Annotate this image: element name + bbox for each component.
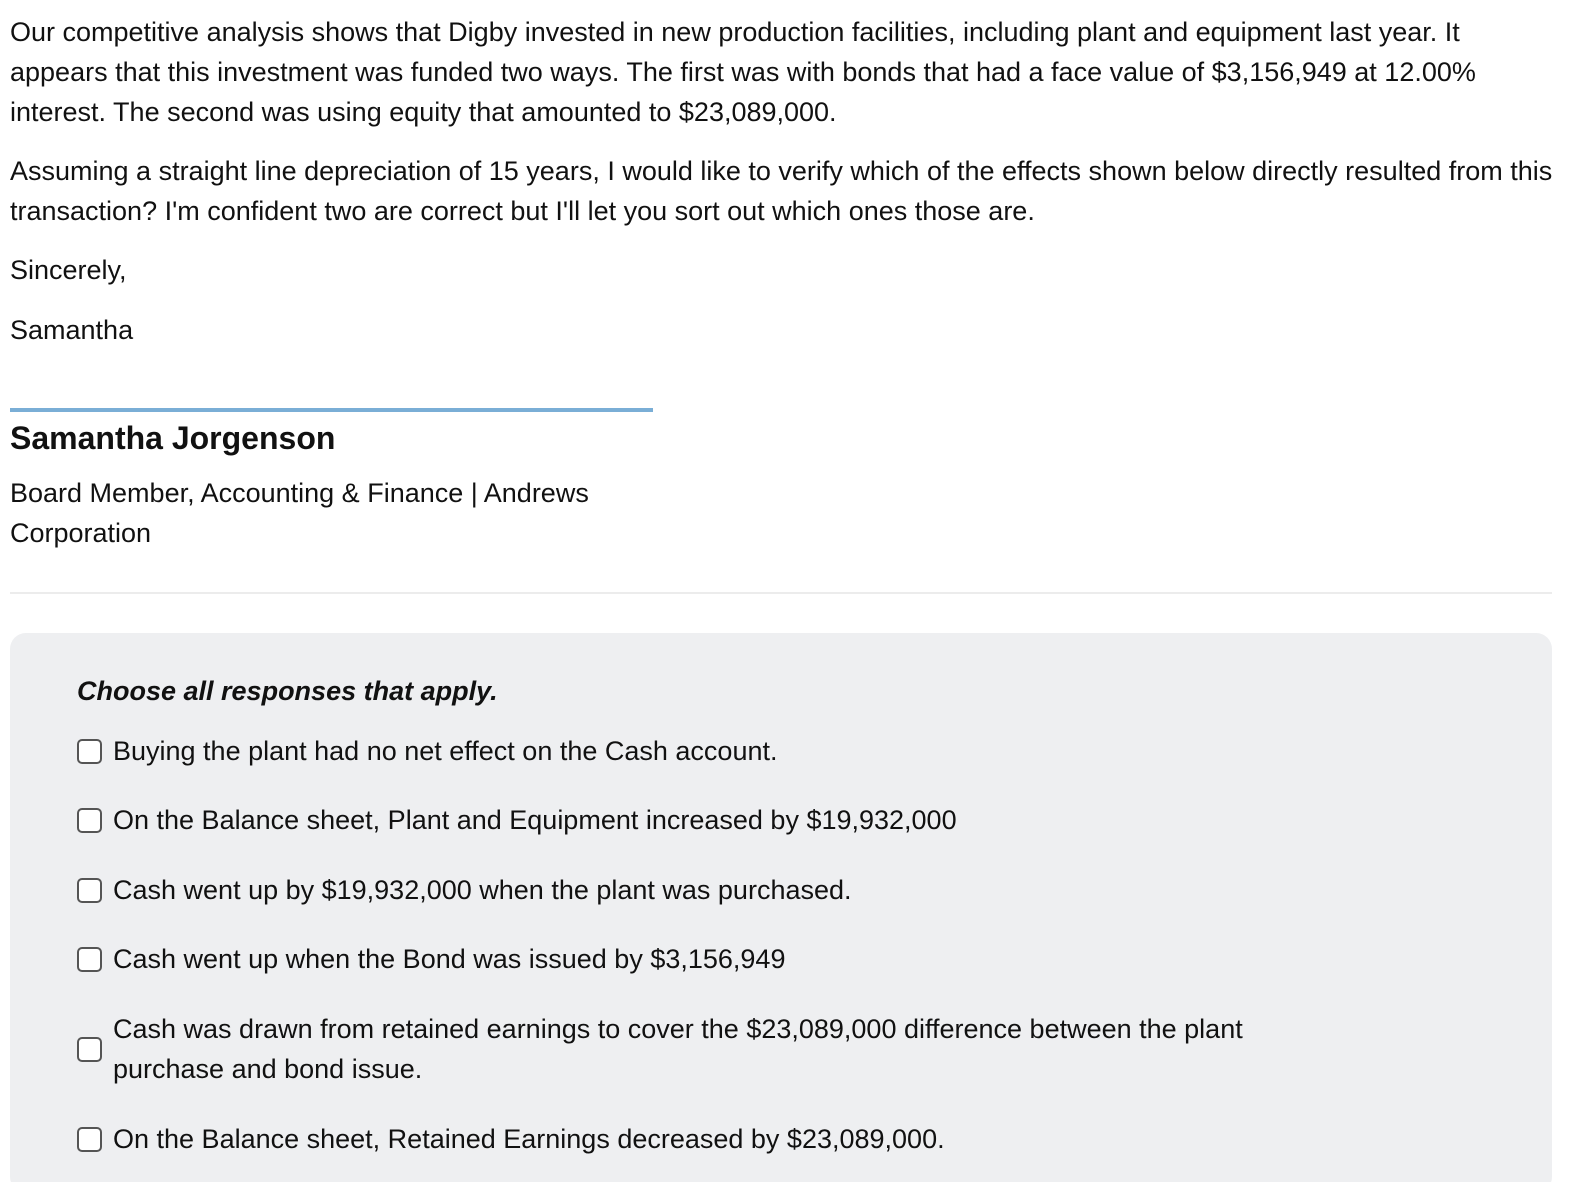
checkbox[interactable] — [77, 947, 102, 972]
answer-option-label: Buying the plant had no net effect on the Cash account. — [113, 736, 778, 766]
answer-option[interactable] — [77, 1119, 1277, 1159]
signature-divider — [10, 408, 653, 412]
answer-option[interactable] — [77, 1009, 1277, 1089]
answer-option-label: Cash went up by $19,932,000 when the plant was purchased. — [113, 875, 852, 905]
question-instruction: Choose all responses that apply. — [77, 676, 498, 706]
checkbox[interactable] — [77, 1127, 102, 1152]
email-closing: Sincerely, — [10, 255, 127, 285]
answer-option[interactable] — [77, 731, 1277, 771]
answer-option-label: On the Balance sheet, Retained Earnings decreased by $23,089,000. — [113, 1124, 945, 1154]
checkbox[interactable] — [77, 1037, 102, 1062]
answer-option-label: Cash went up when the Bond was issued by $3,156,949 — [113, 944, 786, 974]
email-sender: Samantha — [10, 315, 134, 345]
checkbox[interactable] — [77, 808, 102, 833]
answer-option[interactable] — [77, 800, 1277, 840]
answer-option-label: On the Balance sheet, Plant and Equipment increased by $19,932,000 — [113, 805, 957, 835]
checkbox[interactable] — [77, 739, 102, 764]
signature-title: Board Member, Accounting & Finance | Andrews Corporation — [10, 478, 589, 548]
answer-option-label: Cash was drawn from retained earnings to cover the $23,089,000 difference between the plant purchase and bond issue. — [113, 1014, 1243, 1084]
section-divider — [10, 592, 1552, 594]
email-paragraph: Assuming a straight line depreciation of 15 years, I would like to verify which of the effects shown below directly resulted from this transaction? I'm confident two are correct but I'll let you sort out which ones those are. — [10, 156, 1553, 226]
checkbox[interactable] — [77, 878, 102, 903]
question-panel — [10, 633, 1552, 1182]
answer-option[interactable] — [77, 870, 1277, 910]
answer-option[interactable] — [77, 939, 1277, 979]
signature-name: Samantha Jorgenson — [10, 420, 336, 456]
email-paragraph: Our competitive analysis shows that Digby invested in new production facilities, including plant and equipment last year. It appears that this investment was funded two ways. The first was with bonds that had a face value of $3,156,949 at 12.00% interest. The second was using equity that amounted to $23,089,000. — [10, 17, 1476, 127]
